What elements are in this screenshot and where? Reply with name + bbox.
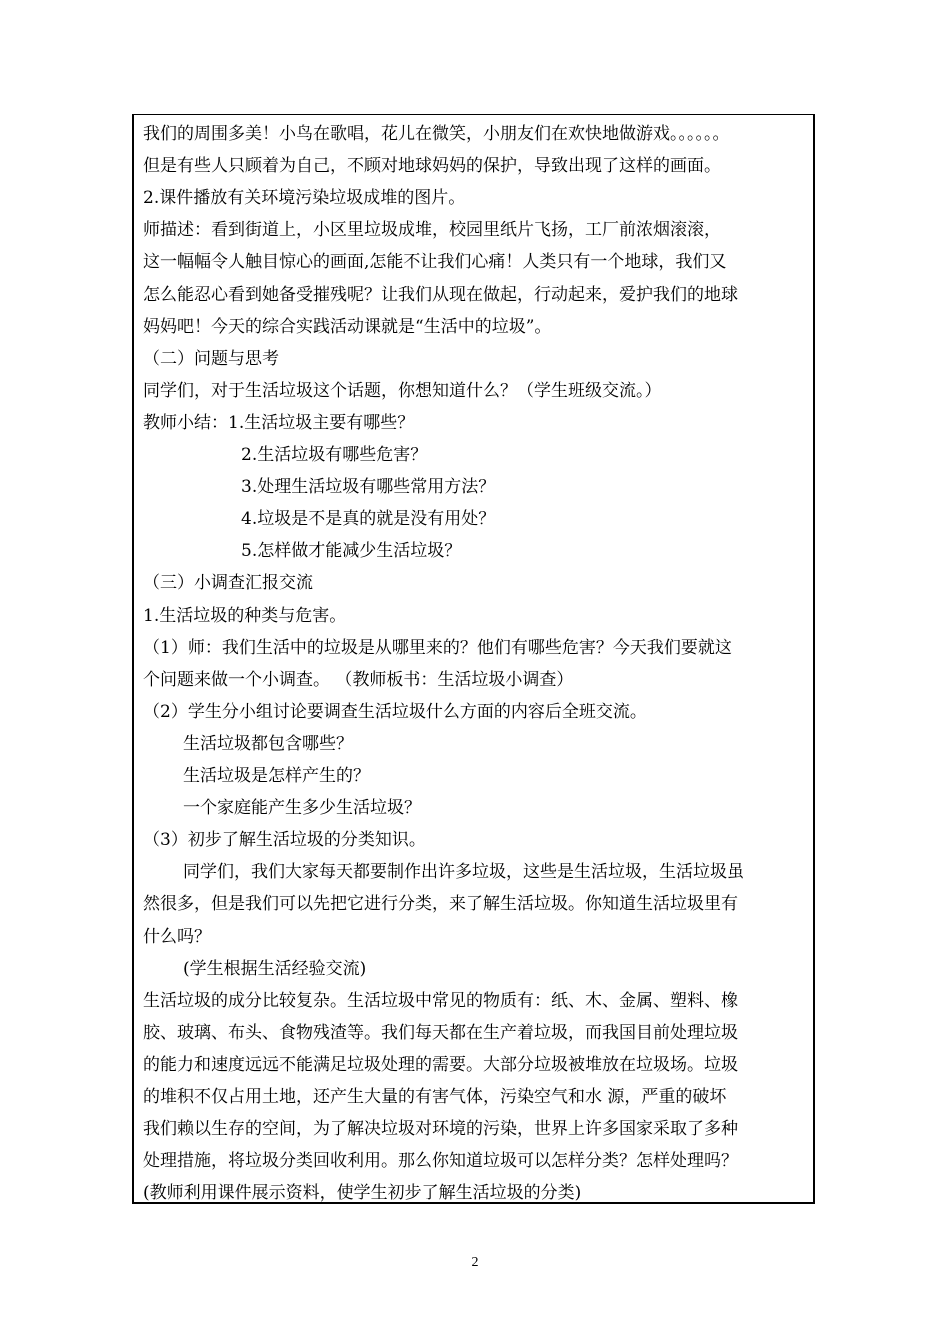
text-line: 胶、玻璃、布头、食物残渣等。我们每天都在生产着垃圾，而我国目前处理垃圾 [143, 1022, 738, 1043]
text-line: （3）初步了解生活垃圾的分类知识。 [143, 830, 426, 851]
text-line: 2.生活垃圾有哪些危害？ [241, 445, 428, 465]
text-line: （二）问题与思考 [143, 348, 279, 369]
text-line: （1）师：我们生活中的垃圾是从哪里来的？他们有哪些危害？今天我们要就这 [143, 637, 732, 658]
text-line: （2）学生分小组讨论要调查生活垃圾什么方面的内容后全班交流。 [143, 701, 647, 722]
text-line: 我们赖以生存的空间，为了解决垃圾对环境的污染，世界上许多国家采取了多种 [143, 1119, 738, 1140]
text-line: 然很多，但是我们可以先把它进行分类，来了解生活垃圾。你知道生活垃圾里有 [143, 894, 738, 915]
text-line: 怎么能忍心看到她备受摧残呢？让我们从现在做起，行动起来，爱护我们的地球 [143, 284, 738, 305]
text-line: 5.怎样做才能减少生活垃圾？ [241, 541, 462, 562]
text-line: 但是有些人只顾着为自己，不顾对地球妈妈的保护，导致出现了这样的画面。 [143, 156, 721, 177]
text-line: 4.垃圾是不是真的就是没有用处？ [241, 509, 496, 530]
text-line: 妈妈吧！今天的综合实践活动课就是“生活中的垃圾”。 [143, 316, 552, 337]
text-line: 的堆积不仅占用土地，还产生大量的有害气体，污染空气和水 源，严重的破坏 [143, 1087, 727, 1107]
text-line: 教师小结：1.生活垃圾主要有哪些？ [143, 412, 415, 433]
text-line: 2.课件播放有关环境污染垃圾成堆的图片。 [143, 188, 466, 209]
text-line: 师描述：看到街道上，小区里垃圾成堆，校园里纸片飞扬，工厂前浓烟滚滚， [143, 220, 721, 241]
page-number: 2 [471, 1255, 479, 1270]
text-line: 同学们，对于生活垃圾这个话题，你想知道什么？（学生班级交流。） [143, 380, 662, 401]
text-line: 生活垃圾都包含哪些？ [183, 733, 353, 754]
text-line: 我们的周围多美！小鸟在歌唱，花儿在微笑，小朋友们在欢快地做游戏。。。。。。 [143, 124, 730, 144]
text-line: 个问题来做一个小调查。 （教师板书：生活垃圾小调查） [143, 669, 574, 690]
text-line: 这一幅幅令人触目惊心的画面,怎能不让我们心痛！人类只有一个地球，我们又 [143, 252, 727, 273]
text-line: 生活垃圾是怎样产生的？ [183, 766, 370, 786]
text-line: 什么吗？ [143, 926, 211, 947]
text-line: 1.生活垃圾的种类与危害。 [143, 605, 347, 626]
text-line: 生活垃圾的成分比较复杂。生活垃圾中常见的物质有：纸、木、金属、塑料、橡 [143, 990, 738, 1011]
text-line: 处理措施，将垃圾分类回收利用。那么你知道垃圾可以怎样分类？怎样处理吗？ [143, 1151, 738, 1172]
text-line: (学生根据生活经验交流) [183, 958, 367, 979]
text-line: 一个家庭能产生多少生活垃圾？ [183, 798, 421, 819]
text-line: 3.处理生活垃圾有哪些常用方法？ [241, 477, 496, 498]
text-line: (教师利用课件展示资料，使学生初步了解生活垃圾的分类) [143, 1183, 582, 1204]
text-line: （三）小调查汇报交流 [143, 573, 313, 594]
text-line: 同学们，我们大家每天都要制作出许多垃圾，这些是生活垃圾，生活垃圾虽 [183, 862, 744, 883]
text-line: 的能力和速度远远不能满足垃圾处理的需要。大部分垃圾被堆放在垃圾场。垃圾 [143, 1054, 738, 1075]
